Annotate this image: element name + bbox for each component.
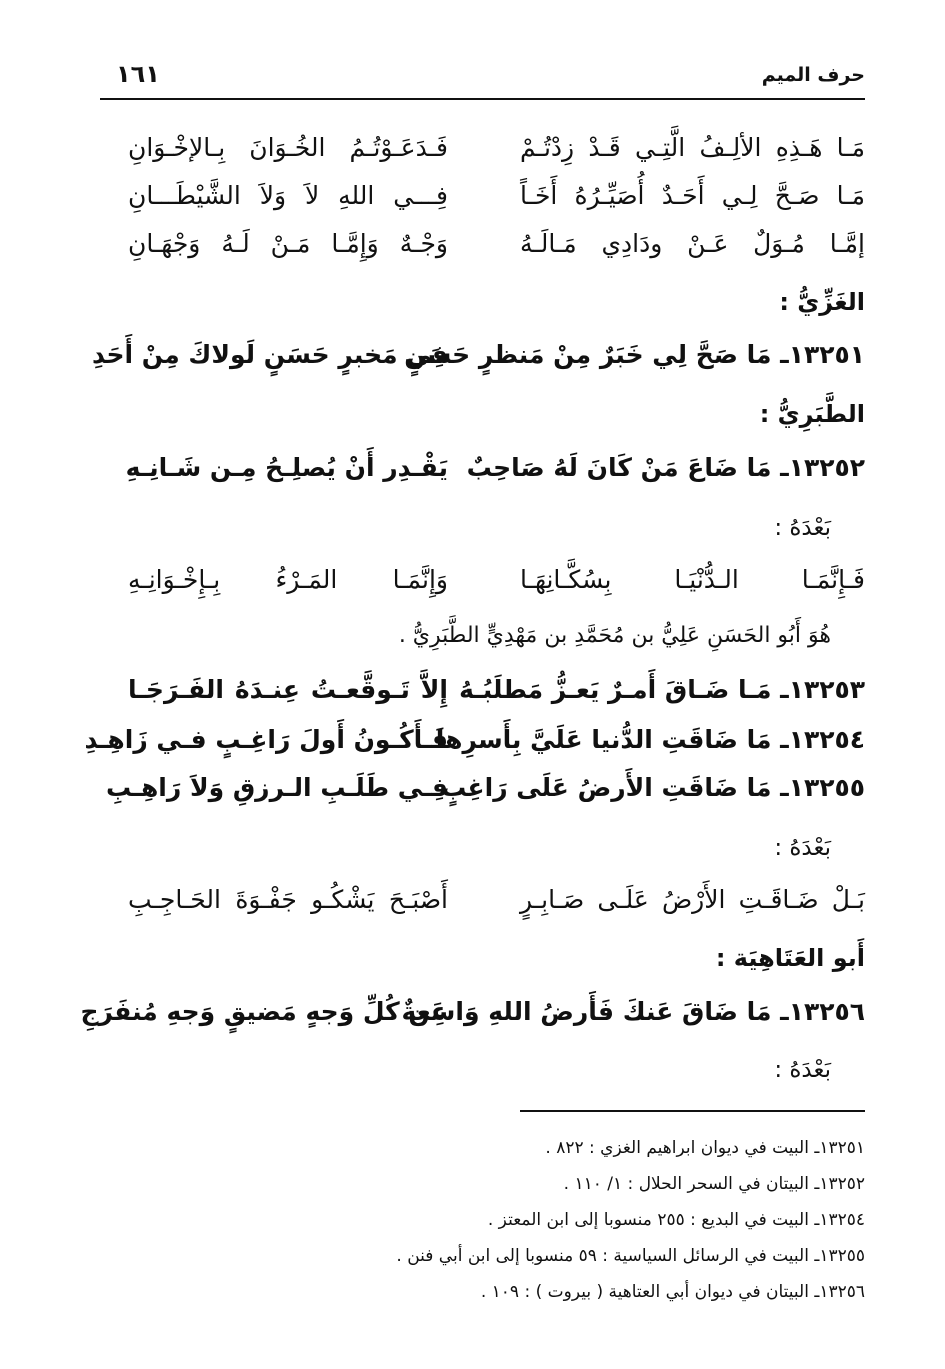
verse-13252	[100, 446, 865, 494]
first-hemistich: ١٣٢٥٥ـ مَا ضَاقَتِ الأَرضُ عَلَى رَاغِبٍ	[441, 773, 865, 802]
footnote: ١٣٢٥٦ـ البيتان في ديوان أبي العتاهية ( بيروت ) : ١٠٩ .	[480, 1282, 865, 1302]
second-hemistich: فِـــي اللهِ لاَ وَلاَ الشَّيْطَـــانِ	[128, 181, 448, 210]
verse-13256	[80, 990, 865, 1038]
first-hemistich: ١٣٢٥١ـ مَا صَحَّ لِي خَبَرٌ مِنْ مَنظرٍ حَسَنٍ	[404, 340, 865, 369]
second-hemistich: فَـدَعَـوْتُـمُ الخُـوَانَ بِـالإخْـوَانِ	[128, 133, 448, 162]
footnote-rule	[520, 1110, 865, 1112]
first-hemistich: بَـلْ ضَـاقَـتِ الأَرْضُ عَلَـى صَـابِـرٍ	[520, 885, 865, 914]
after-heading	[100, 826, 865, 874]
poet-name: أَبو العَتَاهِيَة :	[715, 944, 865, 972]
verse-13254	[84, 718, 865, 766]
footnote: ١٣٢٥٥ـ البيت في الرسائل السياسية : ٥٩ منسوبا إلى ابن أبي فنن .	[396, 1246, 865, 1266]
first-hemistich: مَـا صَـحَّ لِـي أَحَـدٌ أُصَيِّـرُهُ أَخَـاً	[520, 181, 865, 210]
verse-line	[100, 222, 865, 270]
chapter-title: حرف الميم	[761, 64, 865, 86]
after-heading	[100, 1048, 865, 1096]
verse-line	[100, 878, 865, 926]
second-hemistich: إِلاَّ تَـوقَّعـتُ عِنـدَهُ الفَـرَجَـا	[128, 675, 448, 704]
running-header	[100, 58, 865, 98]
first-hemistich: فَـإِنَّمَـا الـدُّنْيَـا بِسُكَّـانِهَـا	[520, 565, 865, 594]
second-hemistich: عَن كُلِّ وَجهٍ مَضيقٍ وَجهِ مُنفَرَجِ	[80, 997, 448, 1026]
poet-name: الغَزِّيُّ :	[779, 288, 865, 316]
second-hemistich: يَقْـدِر أَنْ يُصلِـحُ مِـن شَـانِـهِ	[125, 453, 448, 482]
verse-13253	[100, 668, 865, 716]
after-label: بَعْدَهُ :	[774, 515, 831, 541]
note-text: هُوَ أَبُو الحَسَنِ عَلِيُّ بن مُحَمَّدِ بن مَهْدِيٍّ الطَّبَرِيُّ .	[398, 623, 831, 648]
first-hemistich: ١٣٢٥٣ـ مَـا ضَـاقَ أَمـرٌ يَعـزُّ مَطلَبُـهُ	[459, 675, 865, 704]
header-rule	[100, 98, 865, 100]
second-hemistich: فِي مَخبرٍ حَسَنٍ لَولاكَ مِنْ أَحَدِ	[92, 340, 448, 369]
first-hemistich: ١٣٢٥٢ـ مَا ضَاعَ مَنْ كَانَ لَهُ صَاحِبٌ	[466, 453, 865, 482]
verse-line	[100, 174, 865, 222]
second-hemistich: وَإِنَّمَـا المَـرْءُ بِـإِخْـوَانِـهِ	[128, 565, 448, 594]
first-hemistich: ١٣٢٥٦ـ مَا ضَاقَ عَنكَ فَأَرضُ اللهِ وَاسِعةٌ	[401, 997, 865, 1026]
second-hemistich: فَـأَكُـونُ أَولَ رَاغِـبٍ فـي زَاهِـدِ	[84, 725, 448, 754]
first-hemistich: مَـا هَـذِهِ الألِـفُ الَّتِـي قَـدْ زِدْتُـمْ	[520, 133, 865, 162]
poet-heading	[100, 392, 865, 440]
poet-name: الطَّبَرِيُّ :	[759, 400, 865, 428]
verse-line	[100, 558, 865, 606]
first-hemistich: ١٣٢٥٤ـ مَا ضَاقَتِ الدُّنيا عَلَيَّ بِأَسرِها	[435, 725, 865, 754]
second-hemistich: فِـي طَلَـبِ الـرزقِ وَلاَ رَاهِـبِ	[105, 773, 448, 802]
verse-13255	[100, 766, 865, 814]
poet-heading	[100, 936, 865, 984]
page-number: ١٦١	[116, 60, 160, 88]
verse-line	[100, 126, 865, 174]
footnote: ١٣٢٥٢ـ البيتان في السحر الحلال : ١/ ١١٠ .	[563, 1174, 865, 1194]
after-label: بَعْدَهُ :	[774, 1057, 831, 1083]
biographical-note	[100, 614, 865, 662]
verse-13251	[92, 333, 865, 381]
second-hemistich: أَصْبَـحَ يَشْكُـو جَفْـوَةَ الحَـاجِـبِ	[128, 885, 448, 914]
footnote: ١٣٢٥٤ـ البيت في البديع : ٢٥٥ منسوبا إلى ابن المعتز .	[487, 1210, 865, 1230]
second-hemistich: وَجْـهٌ وَإِمَّـا مَـنْ لَـهُ وَجْهَـانِ	[128, 229, 448, 258]
poet-heading	[100, 280, 865, 328]
after-label: بَعْدَهُ :	[774, 835, 831, 861]
first-hemistich: إمَّـا مُـوَلٌ عَـنْ ودَادِي مَـالَـهُ	[520, 229, 865, 258]
after-heading	[100, 506, 865, 554]
footnote: ١٣٢٥١ـ البيت في ديوان ابراهيم الغزي : ٨٢٢ .	[545, 1138, 865, 1158]
